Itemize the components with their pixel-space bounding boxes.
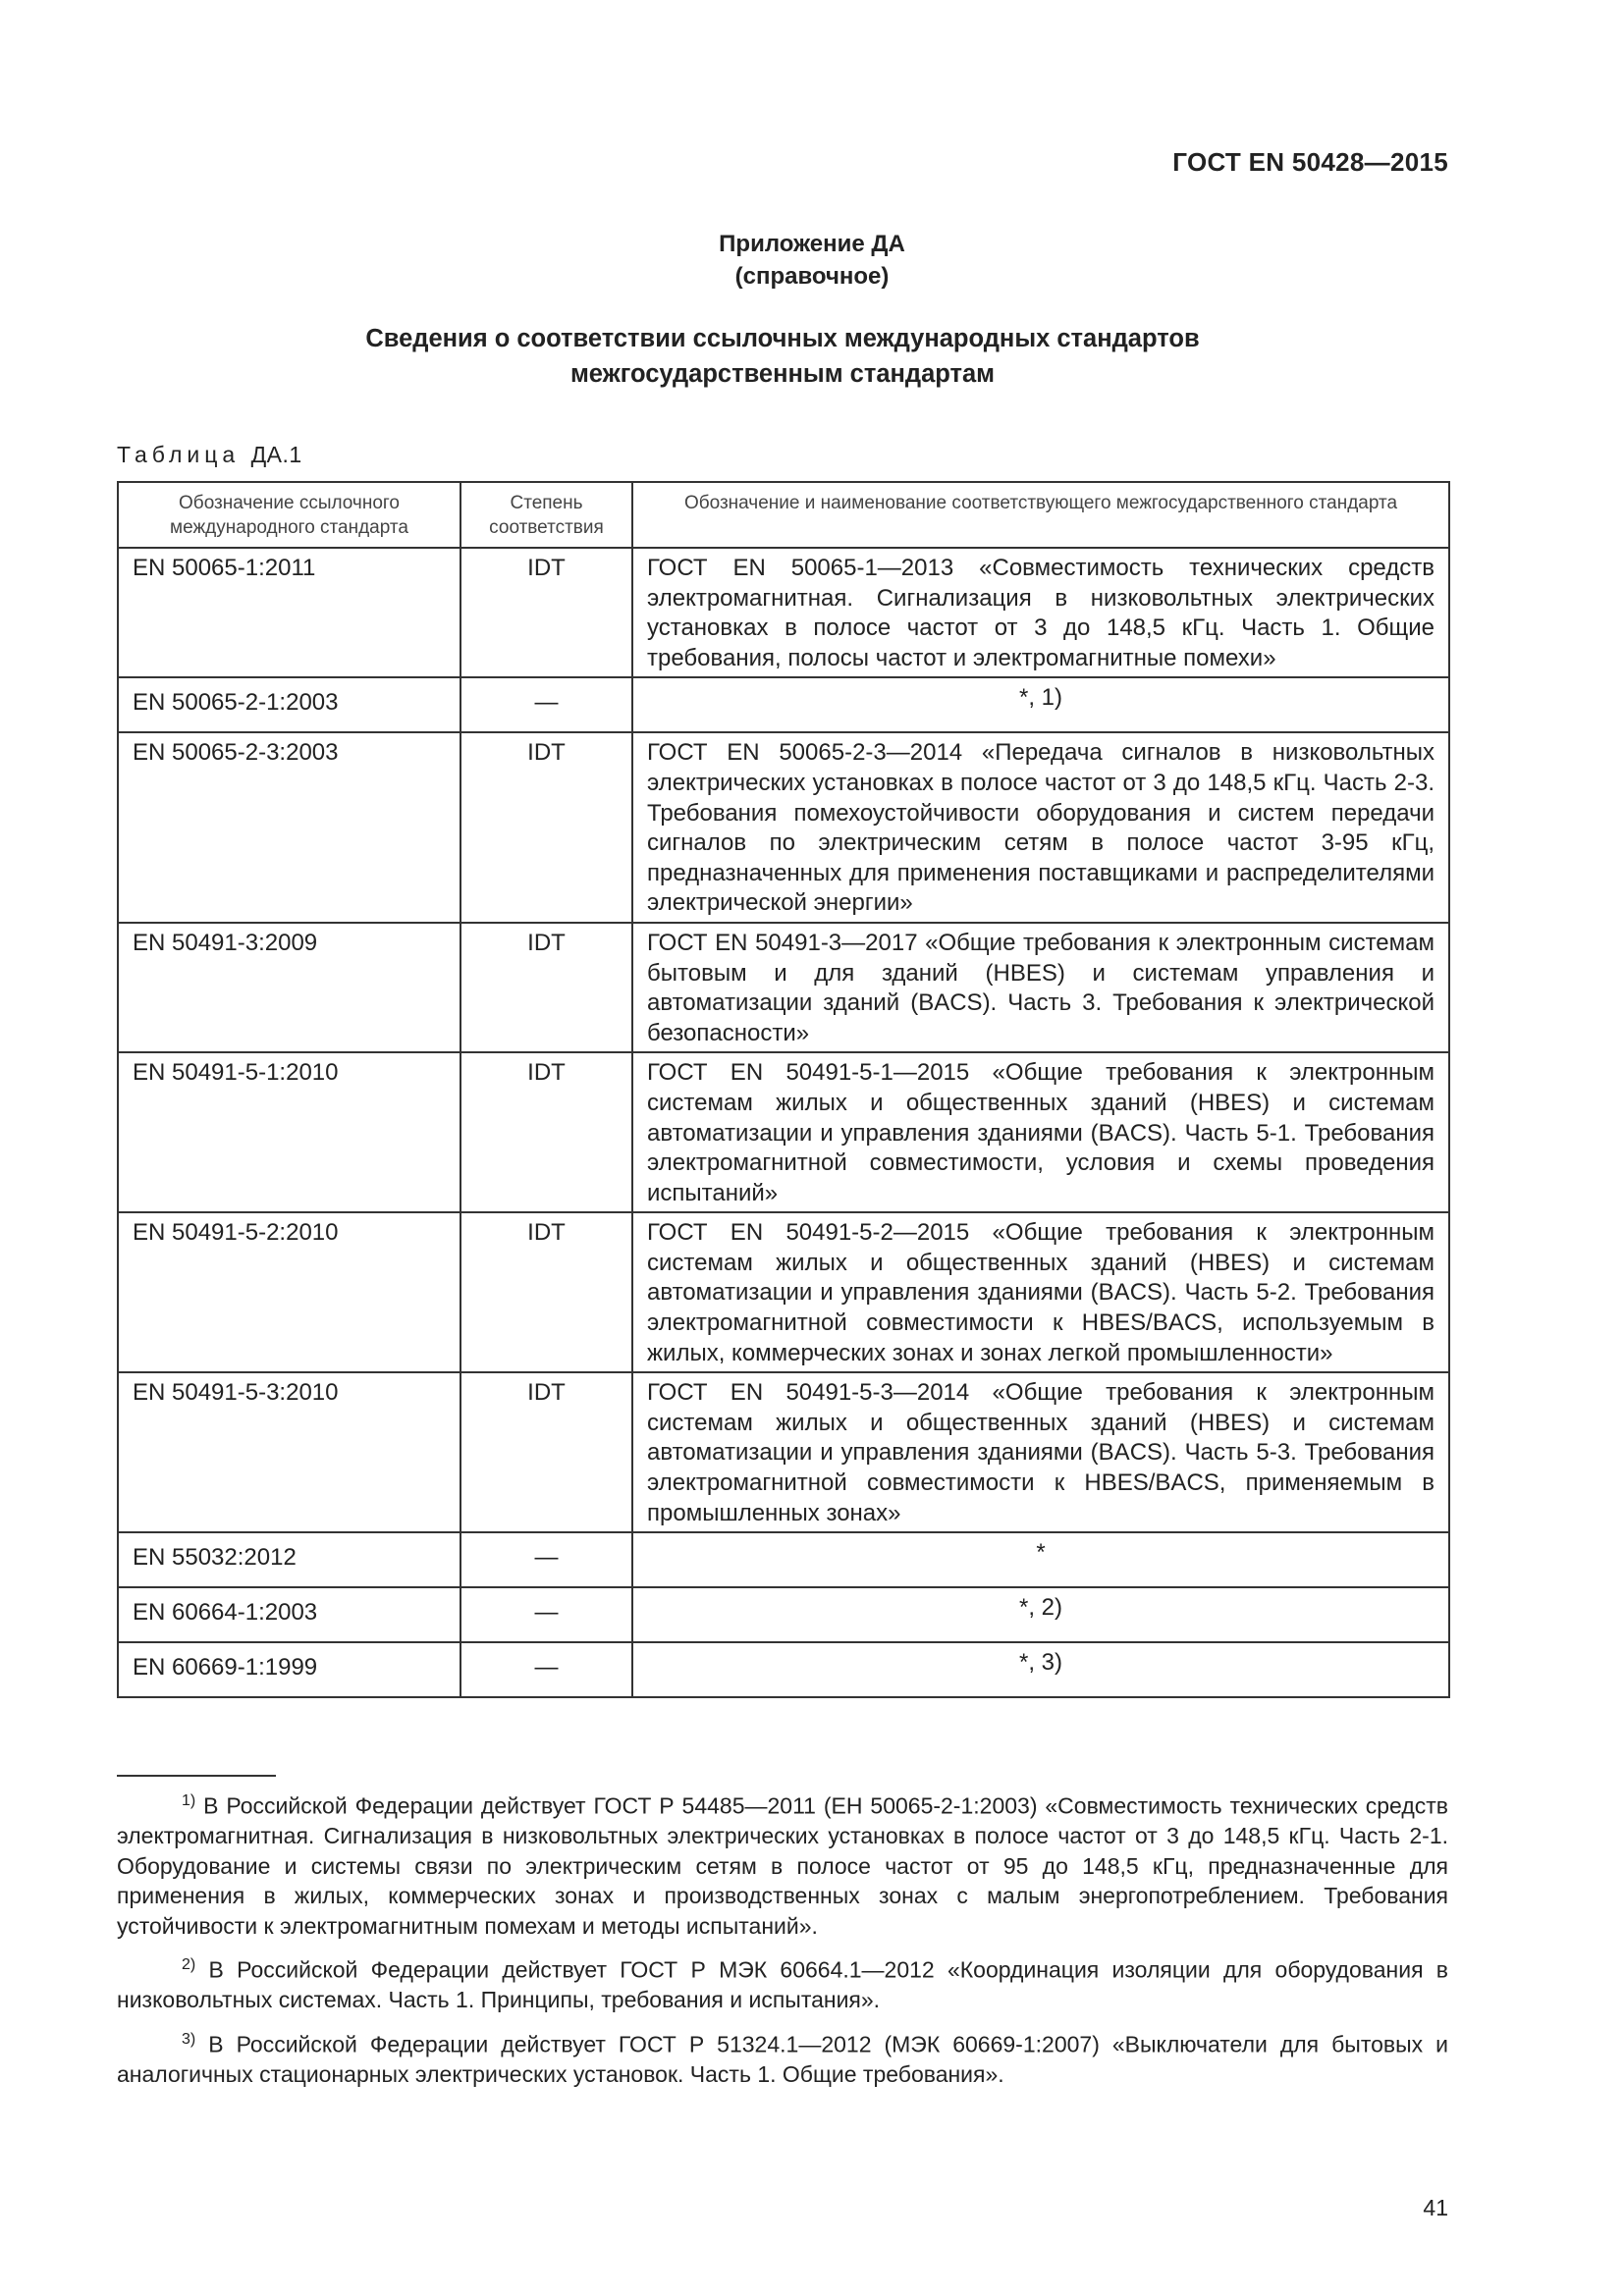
cell-degree: IDT [460, 548, 632, 677]
cell-reference: EN 50491-5-3:2010 [118, 1372, 460, 1532]
table-caption-word: Таблица [117, 442, 241, 467]
footnote-text: В Российской Федерации действует ГОСТ Р 51324.1—2012 (МЭК 60669-1:2007) «Выключатели для бытовых и аналогичных стационарных электрических установок. Часть 1. Общие требования». [117, 2031, 1448, 2087]
footnote [117, 1950, 1448, 2015]
header-interstate-standard: Обозначение и наименование соответствующего межгосударственного стандарта [632, 482, 1449, 548]
footnote [117, 2025, 1448, 2090]
table-row [118, 677, 1449, 732]
cell-degree: — [460, 677, 632, 732]
cell-reference: EN 50491-5-2:2010 [118, 1212, 460, 1372]
annex-kind: (справочное) [734, 263, 890, 290]
footnote-number: 3) [182, 2030, 196, 2048]
cell-footnote-mark: *, 2) [632, 1587, 1449, 1642]
cell-degree: IDT [460, 732, 632, 923]
cell-degree: IDT [460, 1212, 632, 1372]
table-caption [117, 442, 302, 468]
footnote-text: В Российской Федерации действует ГОСТ Р 54485—2011 (ЕН 50065-2-1:2003) «Совместимость технических средств электромагнитная. Сигнализация в низковольтных электрических установках в полосе частот от 3 до 148,5 кГц. Часть 2-1. Оборудование и системы связи по электрическим сетям в полосе частот от 95 до 148,5 кГц, предназначенные для применения в жилых, коммерческих зонах и производственных зонах с малым энергопотреблением. Требования устойчивости к электромагнитным помехам и методы испытаний». [117, 1792, 1449, 1939]
table-caption-number: ДА.1 [250, 442, 302, 467]
table-row [118, 923, 1449, 1052]
page-number: 41 [1423, 2195, 1448, 2220]
table-row [118, 1052, 1449, 1212]
cell-reference: EN 60669-1:1999 [118, 1642, 460, 1697]
cell-standard: ГОСТ EN 50491-5-3—2014 «Общие требования к электронным системам жилых и общественных зданий (HBES) и системам автоматизации и управления зданиями (BACS). Часть 5-3. Требования электромагнитной совместимости к HBES/BACS, применяемым в промышленных зонах» [632, 1372, 1449, 1532]
table-row [118, 1642, 1449, 1697]
correspondence-table [117, 481, 1450, 1698]
table-header-row [118, 482, 1449, 548]
table-row [118, 1212, 1449, 1372]
cell-reference: EN 60664-1:2003 [118, 1587, 460, 1642]
cell-degree: IDT [460, 923, 632, 1052]
annex-title [0, 321, 1565, 392]
footnote [117, 1787, 1448, 1941]
annex-title-line-1: Сведения о соответствии ссылочных международных стандартов [365, 325, 1200, 352]
cell-degree: IDT [460, 1372, 632, 1532]
table-row [118, 732, 1449, 923]
annex-label: Приложение ДА [719, 231, 905, 257]
cell-reference: EN 50065-1:2011 [118, 548, 460, 677]
cell-footnote-mark: * [632, 1532, 1449, 1587]
table-row [118, 548, 1449, 677]
cell-degree: — [460, 1642, 632, 1697]
cell-reference: EN 55032:2012 [118, 1532, 460, 1587]
header-reference-standard: Обозначение ссылочного международного стандарта [118, 482, 460, 548]
document-number: ГОСТ EN 50428—2015 [1172, 147, 1448, 177]
cell-standard: ГОСТ EN 50491-3—2017 «Общие требования к электронным системам бытовым и для зданий (HBES) и системам управления и автоматизации зданий (BACS). Часть 3. Требования к электрической безопасности» [632, 923, 1449, 1052]
cell-degree: IDT [460, 1052, 632, 1212]
cell-footnote-mark: *, 3) [632, 1642, 1449, 1697]
footnotes [117, 1787, 1448, 2099]
table-row [118, 1372, 1449, 1532]
footnote-number: 1) [182, 1792, 196, 1809]
cell-standard: ГОСТ EN 50491-5-1—2015 «Общие требования к электронным системам жилых и общественных зданий (HBES) и системам автоматизации и управления зданиями (BACS). Часть 5-1. Требования электромагнитной совместимости, условия и схемы проведения испытаний» [632, 1052, 1449, 1212]
header-degree: Степень соответствия [460, 482, 632, 548]
annex-heading [0, 228, 1624, 293]
annex-title-line-2: межгосударственным стандартам [569, 360, 996, 388]
cell-reference: EN 50065-2-3:2003 [118, 732, 460, 923]
table-row [118, 1587, 1449, 1642]
cell-degree: — [460, 1587, 632, 1642]
cell-standard: ГОСТ EN 50491-5-2—2015 «Общие требования к электронным системам жилых и общественных зданий (HBES) и системам автоматизации и управления зданиями (BACS). Часть 5-2. Требования электромагнитной совместимости к HBES/BACS, используемым в жилых, коммерческих зонах и зонах легкой промышленности» [632, 1212, 1449, 1372]
cell-degree: — [460, 1532, 632, 1587]
cell-reference: EN 50065-2-1:2003 [118, 677, 460, 732]
cell-standard: ГОСТ EN 50065-1—2013 «Совместимость технических средств электромагнитная. Сигнализация в низковольтных электрических установках в полосе частот от 3 до 148,5 кГц. Часть 1. Общие требования, полосы частот и электромагнитные помехи» [632, 548, 1449, 677]
cell-standard: ГОСТ EN 50065-2-3—2014 «Передача сигналов в низковольтных электрических установках в полосе частот от 3 до 148,5 кГц. Часть 2-3. Требования помехоустойчивости оборудования и систем передачи сигналов по электрическим сетям в полосе частот 3-95 кГц, предназначенных для применения поставщиками и распределителями электрической энергии» [632, 732, 1449, 923]
footnote-text: В Российской Федерации действует ГОСТ Р МЭК 60664.1—2012 «Координация изоляции для оборудования в низковольтных системах. Часть 1. Принципы, требования и испытания». [117, 1956, 1449, 2013]
table-row [118, 1532, 1449, 1587]
cell-reference: EN 50491-3:2009 [118, 923, 460, 1052]
footnote-number: 2) [182, 1956, 196, 1974]
cell-footnote-mark: *, 1) [632, 677, 1449, 732]
cell-reference: EN 50491-5-1:2010 [118, 1052, 460, 1212]
footnote-divider [117, 1775, 276, 1777]
